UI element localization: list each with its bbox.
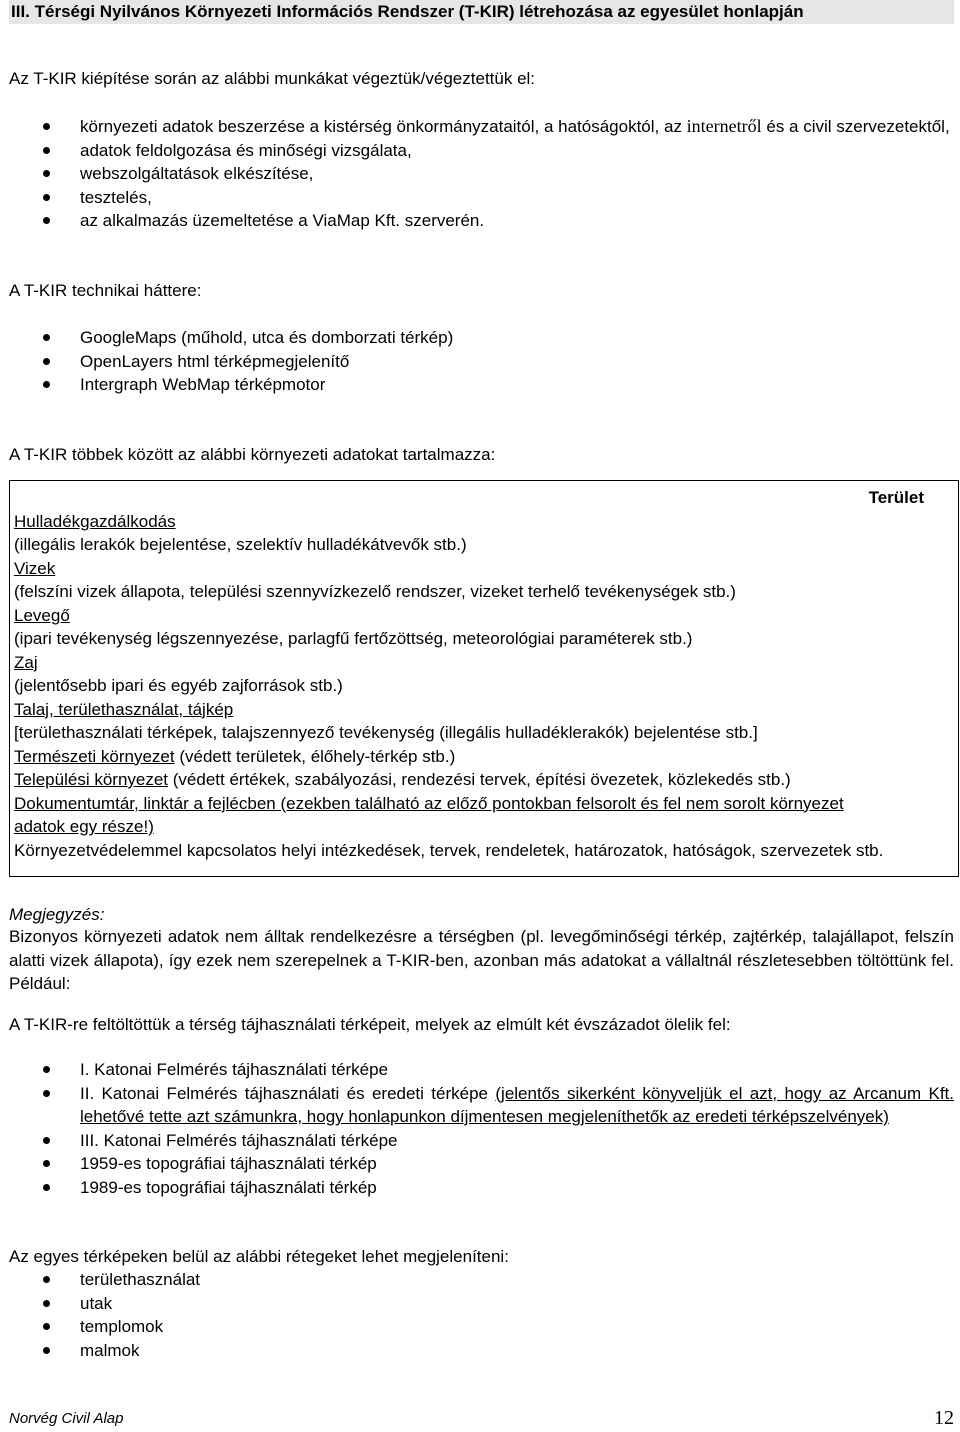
category-desc: [területhasználati térképek, talajszennyező tevékenység (illegális hulladéklerakók) bejelentése stb.] [14,723,758,742]
list-item: területhasználat [9,1268,954,1292]
list-item: templomok [9,1315,954,1339]
work-items-list [9,115,954,233]
list-item: I. Katonai Felmérés tájhasználati térképe [9,1058,954,1082]
list-item: tesztelés, [9,186,954,210]
section-title: III. Térségi Nyilvános Környezeti Információs Rendszer (T-KIR) létrehozása az egyesület honlapján [9,0,954,24]
data-heading: A T-KIR többek között az alábbi környezeti adatokat tartalmazza: [9,445,496,464]
list-item: az alkalmazás üzemeltetése a ViaMap Kft. szerverén. [9,209,954,233]
note-label: Megjegyzés: [9,905,105,924]
layer-items-list [9,1268,954,1362]
category-title: Zaj [14,652,38,672]
tech-heading: A T-KIR technikai háttere: [9,281,202,300]
category-desc: (ipari tevékenység légszennyezése, parlagfű fertőzöttség, meteorológiai paraméterek stb.) [14,629,693,648]
tech-items-list [9,326,954,397]
note-text: Bizonyos környezeti adatok nem álltak rendelkezésre a térségben (pl. levegőminőségi térkép, zajtérkép, talajállapot, felszín alatti vizek állapota), így ezek nem szerepelnek a T-KIR-ben, azonban más adatokat a vállaltnál részletesebben töltöttünk fel. Például: [9,927,954,993]
box-header: Terület [868,488,924,507]
list-item: webszolgáltatások elkészítése, [9,162,954,186]
category-desc: (illegális lerakók bejelentése, szelektív hulladékátvevők stb.) [14,535,467,554]
category-desc: (jelentősebb ipari és egyéb zajforrások stb.) [14,676,343,695]
map-items-list [9,1058,954,1199]
category-line: Települési környezet (védett értékek, szabályozási, rendezési tervek, építési övezetek, közlekedés stb.) [14,770,791,789]
category-title: Talaj, területhasználat, tájkép [14,699,234,719]
category-title: Levegő [14,605,70,625]
page-number: 12 [934,1407,954,1429]
list-item: III. Katonai Felmérés tájhasználati térképe [9,1129,954,1153]
maps-heading: A T-KIR-re feltöltöttük a térség tájhasználati térképeit, melyek az elmúlt két évszázadot ölelik fel: [9,1015,731,1034]
list-item: adatok feldolgozása és minőségi vizsgálata, [9,139,954,163]
footer-organization: Norvég Civil Alap [9,1410,124,1427]
category-desc: (felszíni vizek állapota, települési szennyvízkezelő rendszer, vizeket terhelő tevékenységek stb.) [14,582,736,601]
category-line: Természeti környezet (védett területek, élőhely-térkép stb.) [14,746,456,766]
documents-note: Dokumentumtár, linktár a fejlécben (ezekben található az előző pontokban felsorolt és fel nem sorolt környezet adatok egy része!) [14,793,844,836]
category-title: Vizek [14,558,56,578]
list-item: utak [9,1292,954,1316]
document-page [9,0,954,1432]
layers-heading: Az egyes térképeken belül az alábbi rétegeket lehet megjeleníteni: [9,1247,509,1266]
intro-text: Az T-KIR kiépítése során az alábbi munkákat végeztük/végeztettük el: [9,69,536,88]
list-item: GoogleMaps (műhold, utca és domborzati térkép) [9,326,954,350]
list-item: környezeti adatok beszerzése a kistérség önkormányzataitól, a hatóságoktól, az internetről és a civil szervezetektől, [9,115,954,139]
list-item: malmok [9,1339,954,1363]
category-title: Hulladékgazdálkodás [14,511,176,531]
local-measures-note: Környezetvédelemmel kapcsolatos helyi intézkedések, tervek, rendeletek, határozatok, hatóságok, szervezetek stb. [14,840,884,860]
list-item: II. Katonai Felmérés tájhasználati és eredeti térképe (jelentős sikerként könyveljük el azt, hogy az Arcanum Kft. lehetővé tette azt számunkra, hogy honlapunkon díjmentesen megjeleníthetők az eredeti térképszelvények) [9,1082,954,1129]
list-item: Intergraph WebMap térképmotor [9,373,954,397]
list-item: 1959-es topográfiai tájhasználati térkép [9,1152,954,1176]
list-item: 1989-es topográfiai tájhasználati térkép [9,1176,954,1200]
list-item: OpenLayers html térképmegjelenítő [9,350,954,374]
data-categories-box [9,480,959,877]
